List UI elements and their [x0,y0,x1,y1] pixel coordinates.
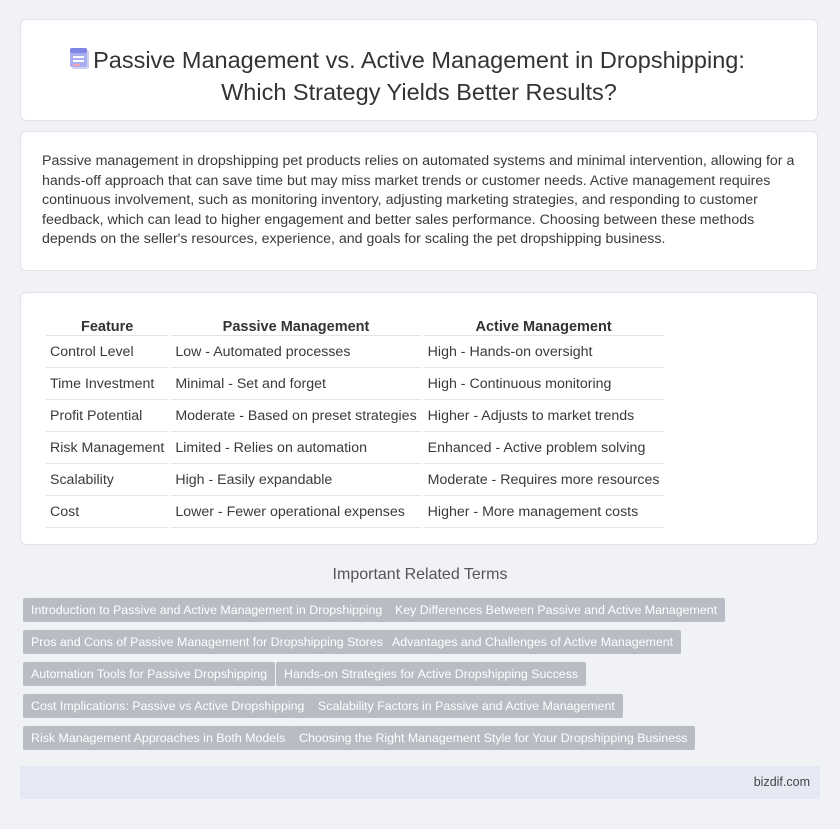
related-term-tag[interactable]: Pros and Cons of Passive Management for Dropshipping Stores [23,630,391,654]
header-feature: Feature [46,316,168,336]
comparison-table-card [20,292,818,545]
table-row [46,370,664,400]
related-term-tag[interactable]: Automation Tools for Passive Dropshipping [23,662,275,686]
cell-feature: Cost [46,498,168,528]
cell-active: Higher - Adjusts to market trends [424,402,664,432]
cell-active: High - Hands-on oversight [424,338,664,368]
cell-active: Higher - More management costs [424,498,664,528]
cell-feature: Profit Potential [46,402,168,432]
related-term-tag[interactable]: Scalability Factors in Passive and Active Management [310,694,623,718]
cell-feature: Control Level [46,338,168,368]
header-active: Active Management [424,316,664,336]
cell-passive: Moderate - Based on preset strategies [171,402,420,432]
footer [20,766,820,799]
page-title [21,44,817,108]
related-term-tag[interactable]: Hands-on Strategies for Active Dropshipping Success [276,662,586,686]
cell-passive: Low - Automated processes [171,338,420,368]
related-terms-heading: Important Related Terms [332,566,508,583]
table-header-row [46,316,664,336]
intro-card [20,131,818,271]
table-row [46,402,664,432]
cell-active: Moderate - Requires more resources [424,466,664,496]
cell-active: High - Continuous monitoring [424,370,664,400]
related-term-tag[interactable]: Risk Management Approaches in Both Models [23,726,293,750]
comparison-table [43,314,667,530]
intro-paragraph: Passive management in dropshipping pet products relies on automated systems and minimal intervention, allowing for a hands-off approach that can save time but may miss market trends or customer needs. Active management requires continuous involvement, such as monitoring inventory, adjusting marketing strategies, and responding to customer feedback, which can lead to higher engagement and better sales performance. Choosing between these methods depends on the seller's resources, experience, and goals for scaling the pet dropshipping business. [42,153,795,248]
title-card [20,19,818,121]
footer-site-link[interactable]: bizdif.com [753,775,810,789]
cell-passive: Lower - Fewer operational expenses [171,498,420,528]
cell-passive: High - Easily expandable [171,466,420,496]
table-row [46,338,664,368]
header-passive: Passive Management [171,316,420,336]
cell-feature: Risk Management [46,434,168,464]
table-row [46,434,664,464]
related-term-tag[interactable]: Cost Implications: Passive vs Active Dropshipping [23,694,312,718]
cell-feature: Time Investment [46,370,168,400]
related-term-tag[interactable]: Introduction to Passive and Active Management in Dropshipping [23,598,390,622]
cell-passive: Minimal - Set and forget [171,370,420,400]
cell-active: Enhanced - Active problem solving [424,434,664,464]
table-row [46,498,664,528]
cell-passive: Limited - Relies on automation [171,434,420,464]
page-title-line-2: Which Strategy Yields Better Results? [221,79,617,105]
related-term-tag[interactable]: Advantages and Challenges of Active Management [384,630,681,654]
cell-feature: Scalability [46,466,168,496]
related-term-tag[interactable]: Key Differences Between Passive and Active Management [387,598,725,622]
related-term-tag[interactable]: Choosing the Right Management Style for Your Dropshipping Business [291,726,695,750]
table-row [46,466,664,496]
page-title-line-1: Passive Management vs. Active Management in Dropshipping: [93,47,745,73]
